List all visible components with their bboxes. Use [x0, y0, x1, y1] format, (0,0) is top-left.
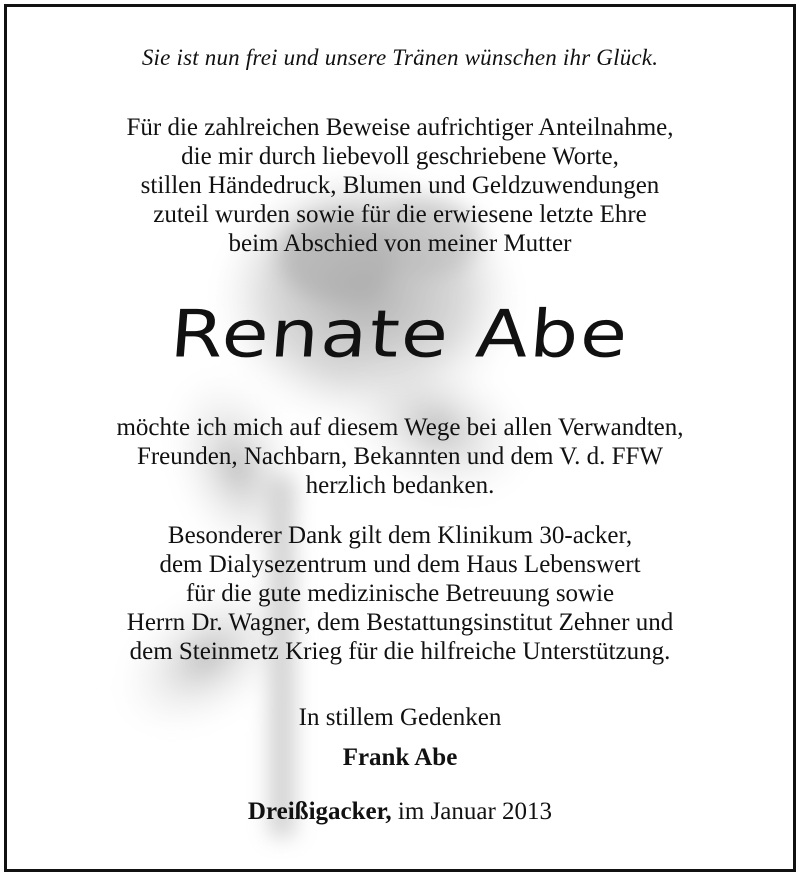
thanks-line: möchte ich mich auf diesem Wege bei allen Verwandten, — [116, 414, 684, 441]
closing: In stillem Gedenken — [298, 704, 502, 731]
notice-content — [7, 7, 793, 869]
special-thanks-line: Besonderer Dank gilt dem Klinikum 30-acker, — [167, 522, 633, 549]
special-thanks-line: für die gute medizinische Betreuung sowie — [185, 580, 615, 607]
intro-line: stillen Händedruck, Blumen und Geldzuwendungen — [140, 172, 660, 199]
place: Dreißigacker, — [247, 798, 392, 825]
thanks-line: Freunden, Nachbarn, Bekannten und dem V. d. FFW — [136, 443, 664, 470]
place-date — [7, 798, 793, 826]
deceased-name: Renate Abe — [167, 295, 633, 372]
notice-frame — [4, 4, 796, 872]
intro-line: zuteil wurden sowie für die erwiesene letzte Ehre — [153, 201, 647, 228]
intro-line: beim Abschied von meiner Mutter — [228, 230, 572, 257]
intro-line: Für die zahlreichen Beweise aufrichtiger Anteilnahme, — [126, 114, 674, 141]
special-thanks-line: dem Dialysezentrum und dem Haus Lebenswert — [159, 551, 641, 578]
motto: Sie ist nun frei und unsere Tränen wünschen ihr Glück. — [141, 45, 659, 70]
signatory: Frank Abe — [342, 744, 458, 771]
special-thanks-line: dem Steinmetz Krieg für die hilfreiche Unterstützung. — [129, 638, 671, 665]
date: im Januar 2013 — [397, 798, 553, 825]
intro-line: die mir durch liebevoll geschriebene Worte, — [181, 143, 619, 170]
special-thanks-line: Herrn Dr. Wagner, dem Bestattungsinstitut Zehner und — [126, 609, 674, 636]
thanks-line: herzlich bedanken. — [305, 472, 495, 499]
